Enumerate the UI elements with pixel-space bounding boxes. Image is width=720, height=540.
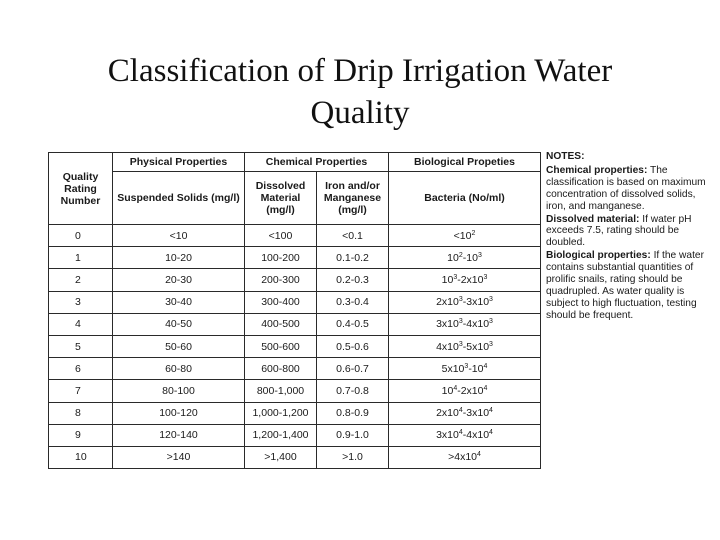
bacteria-b-mid: -3x10 — [462, 296, 490, 309]
bacteria-cell — [389, 225, 541, 247]
table-row — [49, 380, 541, 402]
bacteria-b-exp: 3 — [458, 318, 463, 326]
note-dissolved — [546, 214, 716, 250]
iron-manganese-cell: 0.6-0.7 — [317, 358, 389, 380]
bacteria-b-pre: 10 — [441, 273, 454, 286]
table-row — [49, 225, 541, 247]
suspended-solids-cell: 80-100 — [113, 380, 245, 402]
quality-rating-cell: 0 — [49, 225, 113, 247]
header-physical-properties: Physical Properties — [113, 153, 245, 172]
iron-manganese-cell: 0.7-0.8 — [317, 380, 389, 402]
notes-heading: NOTES: — [546, 151, 585, 162]
bacteria-b-exp: 4 — [458, 407, 463, 415]
bacteria-b-pre: 2x10 — [436, 296, 459, 309]
iron-manganese-cell: 0.5-0.6 — [317, 335, 389, 357]
suspended-solids-cell: 100-120 — [113, 402, 245, 424]
note-dissolved-text: If water pH exceeds 7.5, rating should be doubled. — [546, 213, 692, 249]
bacteria-b-pre: <10 — [453, 229, 472, 242]
bacteria-b-exp2: 3 — [483, 273, 488, 281]
bacteria-b-exp2: 3 — [477, 251, 482, 259]
suspended-solids-cell: >140 — [113, 446, 245, 468]
bacteria-b-pre: 4x10 — [436, 340, 459, 353]
dissolved-material-cell: 1,200-1,400 — [245, 424, 317, 446]
suspended-solids-cell: 30-40 — [113, 291, 245, 313]
bacteria-b-pre: 2x10 — [436, 407, 459, 420]
quality-rating-cell: 10 — [49, 446, 113, 468]
bacteria-b-exp: 2 — [471, 229, 476, 237]
header-iron-manganese: Iron and/or Manganese (mg/l) — [317, 172, 389, 225]
bacteria-cell — [389, 291, 541, 313]
table-row — [49, 313, 541, 335]
bacteria-b-pre: 10 — [447, 251, 459, 264]
title-line-1: Classification of Drip Irrigation Water — [107, 53, 613, 89]
bacteria-b-pre: 5x10 — [441, 362, 465, 375]
bacteria-b-mid: -2x10 — [457, 273, 484, 286]
table-row — [49, 446, 541, 468]
bacteria-b-exp: 3 — [453, 273, 458, 281]
bacteria-b-exp: 3 — [464, 362, 469, 370]
iron-manganese-cell: 0.8-0.9 — [317, 402, 389, 424]
bacteria-cell — [389, 269, 541, 291]
quality-rating-cell: 5 — [49, 335, 113, 357]
suspended-solids-cell: 10-20 — [113, 247, 245, 269]
bacteria-b-pre: 3x10 — [436, 318, 459, 331]
dissolved-material-cell: 600-800 — [245, 358, 317, 380]
header-biological-properties: Biological Propeties — [389, 153, 541, 172]
table-row — [49, 335, 541, 357]
bacteria-b-mid: -2x10 — [457, 384, 484, 397]
header-suspended-solids: Suspended Solids (mg/l) — [113, 172, 245, 225]
quality-rating-cell: 8 — [49, 402, 113, 424]
quality-rating-cell: 9 — [49, 424, 113, 446]
quality-rating-cell: 6 — [49, 358, 113, 380]
bacteria-b-exp: 4 — [477, 451, 481, 459]
dissolved-material-cell: 200-300 — [245, 269, 317, 291]
bacteria-b-exp2: 3 — [489, 340, 493, 348]
header-dissolved-material: Dissolved Material (mg/l) — [245, 172, 317, 225]
classification-table-wrapper — [48, 152, 540, 469]
dissolved-material-cell: 800-1,000 — [245, 380, 317, 402]
bacteria-b-exp: 4 — [453, 384, 458, 392]
dissolved-material-cell: 100-200 — [245, 247, 317, 269]
quality-rating-cell: 3 — [49, 291, 113, 313]
table-row — [49, 291, 541, 313]
quality-rating-cell: 7 — [49, 380, 113, 402]
slide-title — [40, 50, 680, 134]
iron-manganese-cell: 0.9-1.0 — [317, 424, 389, 446]
note-chemical — [546, 165, 716, 213]
table-row — [49, 402, 541, 424]
table-row — [49, 247, 541, 269]
table-row — [49, 358, 541, 380]
bacteria-cell — [389, 402, 541, 424]
bacteria-b-mid: -4x10 — [462, 318, 490, 331]
dissolved-material-cell: 300-400 — [245, 291, 317, 313]
table-row — [49, 424, 541, 446]
bacteria-b-exp2: 3 — [489, 318, 493, 326]
table-body — [49, 225, 541, 469]
header-bacteria: Bacteria (No/ml) — [389, 172, 541, 225]
classification-table — [48, 152, 541, 469]
dissolved-material-cell: 1,000-1,200 — [245, 402, 317, 424]
dissolved-material-cell: 500-600 — [245, 335, 317, 357]
suspended-solids-cell: 40-50 — [113, 313, 245, 335]
bacteria-cell — [389, 335, 541, 357]
dissolved-material-cell: 400-500 — [245, 313, 317, 335]
bacteria-b-exp2: 4 — [483, 362, 488, 370]
bacteria-b-exp2: 4 — [489, 407, 493, 415]
note-chemical-label: Chemical properties: — [546, 164, 648, 176]
note-biological — [546, 250, 716, 321]
bacteria-b-mid: -10 — [462, 251, 478, 264]
bacteria-b-exp: 4 — [458, 429, 463, 437]
table-row — [49, 269, 541, 291]
bacteria-b-exp2: 4 — [483, 384, 488, 392]
quality-rating-cell: 1 — [49, 247, 113, 269]
bacteria-b-pre: 3x10 — [436, 429, 459, 442]
bacteria-b-exp: 3 — [458, 296, 463, 304]
bacteria-cell — [389, 313, 541, 335]
bacteria-b-exp2: 3 — [489, 296, 493, 304]
suspended-solids-cell: <10 — [113, 225, 245, 247]
bacteria-b-pre: >4x10 — [448, 451, 478, 464]
iron-manganese-cell: >1.0 — [317, 446, 389, 468]
bacteria-cell — [389, 247, 541, 269]
bacteria-b-exp: 3 — [458, 340, 463, 348]
bacteria-b-exp: 2 — [458, 251, 463, 259]
iron-manganese-cell: 0.3-0.4 — [317, 291, 389, 313]
iron-manganese-cell: 0.2-0.3 — [317, 269, 389, 291]
bacteria-b-pre: 10 — [441, 384, 454, 397]
suspended-solids-cell: 120-140 — [113, 424, 245, 446]
note-biological-text: If the water contains substantial quantities of prolific snails, rating should be quadrupled. As water quality is subject to high fluctuation, testing should be frequent. — [546, 250, 704, 321]
table-header — [49, 153, 541, 225]
dissolved-material-cell: <100 — [245, 225, 317, 247]
notes-panel — [546, 151, 716, 323]
suspended-solids-cell: 20-30 — [113, 269, 245, 291]
bacteria-cell — [389, 380, 541, 402]
iron-manganese-cell: 0.4-0.5 — [317, 313, 389, 335]
title-line-2: Quality — [310, 95, 410, 131]
note-biological-label: Biological properties: — [546, 250, 651, 262]
quality-rating-cell: 2 — [49, 269, 113, 291]
bacteria-b-mid: -10 — [468, 362, 484, 375]
bacteria-b-mid: -3x10 — [462, 407, 490, 420]
iron-manganese-cell: <0.1 — [317, 225, 389, 247]
bacteria-b-mid: -5x10 — [462, 340, 490, 353]
header-quality-rating: Quality Rating Number — [49, 153, 113, 225]
quality-rating-cell: 4 — [49, 313, 113, 335]
header-chemical-properties: Chemical Properties — [245, 153, 389, 172]
bacteria-b-mid: -4x10 — [462, 429, 490, 442]
suspended-solids-cell: 50-60 — [113, 335, 245, 357]
dissolved-material-cell: >1,400 — [245, 446, 317, 468]
bacteria-cell — [389, 358, 541, 380]
bacteria-cell — [389, 446, 541, 468]
bacteria-b-exp2: 4 — [489, 429, 493, 437]
suspended-solids-cell: 60-80 — [113, 358, 245, 380]
note-chemical-text: The classification is based on maximum concentration of dissolved solids, iron, and manganese. — [546, 164, 706, 212]
note-dissolved-label: Dissolved material: — [546, 213, 640, 225]
iron-manganese-cell: 0.1-0.2 — [317, 247, 389, 269]
bacteria-cell — [389, 424, 541, 446]
